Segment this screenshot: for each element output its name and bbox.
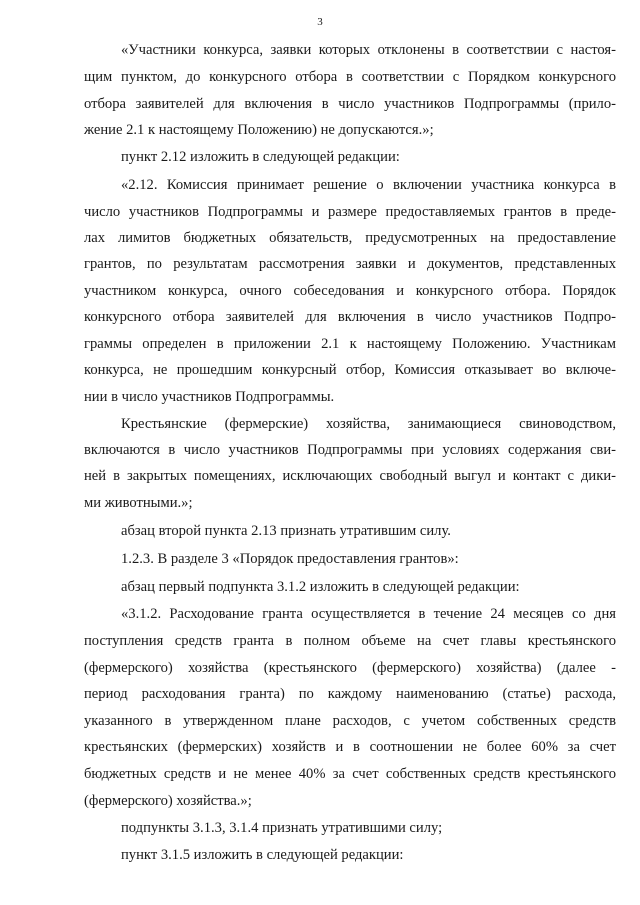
text-line: «2.12. Комиссия принимает решение о включении участника конкурса в <box>121 177 616 193</box>
text-line: указанного в утвержденном плане расходов, с учетом собственных средств <box>84 713 616 729</box>
text-line: поступления средств гранта в полном объеме на счет главы крестьянского <box>84 633 616 649</box>
text-line: Крестьянские (фермерские) хозяйства, занимающиеся свиноводством, <box>121 416 616 432</box>
text-line: нии в число участников Подпрограммы. <box>84 389 335 405</box>
text-line: конкурсного отбора заявителей для включения в число участников Подпро- <box>84 309 616 325</box>
text-line: включаются в число участников Подпрограммы при условиях содержания сви- <box>84 442 616 458</box>
text-line: пункт 2.12 изложить в следующей редакции: <box>121 149 400 165</box>
text-line: (фермерского) хозяйства (крестьянского (фермерского) хозяйства) (далее - <box>84 660 616 676</box>
text-line: участником конкурса, очного собеседования и конкурсного отбора. Порядок <box>84 283 616 299</box>
text-line: число участников Подпрограммы и размере предоставляемых грантов в преде- <box>84 204 616 220</box>
text-line: жение 2.1 к настоящему Положению) не допускаются.»; <box>84 122 434 138</box>
text-line: пункт 3.1.5 изложить в следующей редакции: <box>121 847 404 863</box>
text-line: «3.1.2. Расходование гранта осуществляется в течение 24 месяцев со дня <box>121 606 616 622</box>
text-line: (фермерского) хозяйства.»; <box>84 793 252 809</box>
text-line: крестьянских (фермерских) хозяйств и в соотношении не более 60% за счет <box>84 739 616 755</box>
text-line: щим пунктом, до конкурсного отбора в соответствии с Порядком конкурсного <box>84 69 616 85</box>
text-line: бюджетных средств и не менее 40% за счет собственных средств крестьянского <box>84 766 616 782</box>
text-line: отбора заявителей для включения в число участников Подпрограммы (прило- <box>84 96 616 112</box>
text-line: абзац второй пункта 2.13 признать утратившим силу. <box>121 523 451 539</box>
text-line: период расходования гранта) по каждому наименованию (статье) расхода, <box>84 686 616 702</box>
page-number: 3 <box>317 16 323 28</box>
text-line: ми животными.»; <box>84 495 193 511</box>
text-line: подпункты 3.1.3, 3.1.4 признать утратившими силу; <box>121 820 443 836</box>
text-line: граммы определен в приложении 2.1 к настоящему Положению. Участникам <box>84 336 616 352</box>
text-line: 1.2.3. В разделе 3 «Порядок предоставления грантов»: <box>121 551 459 567</box>
text-line: ней в закрытых помещениях, исключающих свободный выгул и контакт с дики- <box>84 468 616 484</box>
text-line: абзац первый подпункта 3.1.2 изложить в следующей редакции: <box>121 579 520 595</box>
text-line: грантов, по результатам рассмотрения заявки и документов, представленных <box>84 256 616 272</box>
text-line: конкурса, не прошедшим конкурсный отбор, Комиссия отказывает во включе- <box>84 362 616 378</box>
text-line: лах лимитов бюджетных обязательств, предусмотренных на предоставление <box>84 230 616 246</box>
text-line: «Участники конкурса, заявки которых отклонены в соответствии с настоя- <box>121 42 616 58</box>
